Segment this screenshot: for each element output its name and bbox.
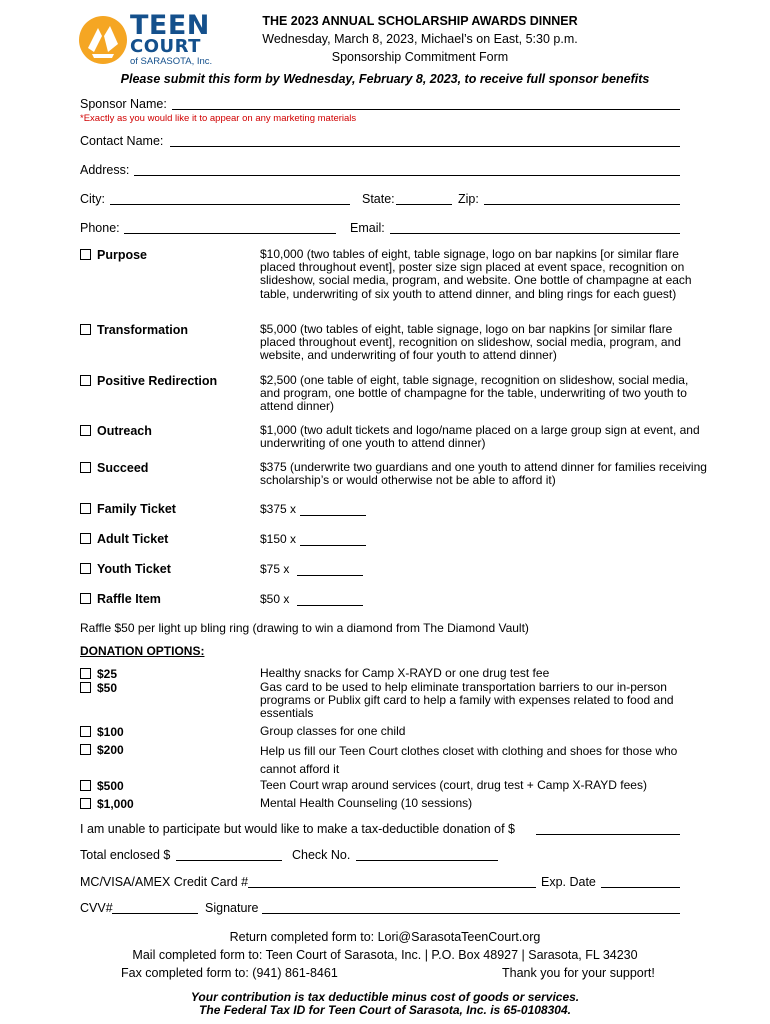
level-positive-redirection[interactable] <box>80 374 217 388</box>
donation-amount: $50 <box>97 681 118 695</box>
donation-amount: $500 <box>97 779 124 793</box>
checkbox-icon[interactable] <box>80 780 91 791</box>
level-transformation[interactable] <box>80 323 188 337</box>
check-no-label: Check No. <box>292 848 351 862</box>
sponsor-name-field[interactable] <box>172 97 680 110</box>
sponsor-name-label: Sponsor Name: <box>80 97 167 111</box>
ticket-name: Adult Ticket <box>97 532 169 546</box>
checkbox-icon[interactable] <box>80 563 91 574</box>
checkbox-icon[interactable] <box>80 744 91 755</box>
level-succeed[interactable] <box>80 461 148 475</box>
level-positive-redirection-desc: $2,500 (one table of eight, table signage, recognition on slideshow, social media, and program, one bottle of champagne for the table, underwriting of two youth to attend dinner) <box>260 373 689 414</box>
raffle-note: Raffle $50 per light up bling ring (drawing to win a diamond from The Diamond Vault) <box>80 621 529 635</box>
level-purpose-desc: $10,000 (two tables of eight, table signage, logo on bar napkins [or similar flare placed throughout event], poster size sign placed at event space, recognition on slideshow, social media, program, and website. One bottle of champagne at each table, underwriting of six youth to attend dinner, and bling rings for each guest) <box>260 247 692 301</box>
donation-50[interactable] <box>80 681 117 695</box>
level-purpose[interactable] <box>80 248 147 262</box>
zip-label: Zip: <box>458 192 479 206</box>
donation-50-desc: Gas card to be used to help eliminate transportation barriers to our in-person programs or Publix gift card to help a family with expenses related to food and essentials <box>260 680 674 721</box>
level-name: Purpose <box>97 248 148 262</box>
donation-100-desc: Group classes for one child <box>260 724 406 738</box>
checkbox-icon[interactable] <box>80 462 91 473</box>
contact-name-field[interactable] <box>170 134 680 147</box>
logo-text-teen: TEEN <box>130 10 210 41</box>
total-enclosed-label: Total enclosed $ <box>80 848 171 862</box>
cvv-field[interactable] <box>112 901 198 914</box>
address-label: Address: <box>80 163 130 177</box>
state-field[interactable] <box>396 192 452 205</box>
level-name: Succeed <box>97 461 149 475</box>
ticket-price: $75 x <box>260 562 290 576</box>
donation-1000-desc: Mental Health Counseling (10 sessions) <box>260 796 473 810</box>
phone-field[interactable] <box>124 221 336 234</box>
checkbox-icon[interactable] <box>80 425 91 436</box>
tax-deductible-donation-label: I am unable to participate but would like to make a tax-deductible donation of $ <box>80 822 515 836</box>
donation-500-desc: Teen Court wrap around services (court, drug test + Camp X-RAYD fees) <box>260 778 647 792</box>
level-outreach-desc: $1,000 (two adult tickets and logo/name placed on a large group sign at event, and underwriting of one youth to attend dinner) <box>260 423 700 451</box>
level-succeed-desc: $375 (underwrite two guardians and one youth to attend dinner for families receiving scholarship’s or would otherwise not be able to afford it) <box>260 460 707 488</box>
city-field[interactable] <box>110 192 350 205</box>
ticket-adult[interactable] <box>80 532 168 546</box>
credit-card-label: MC/VISA/AMEX Credit Card # <box>80 875 249 889</box>
event-title: THE 2023 ANNUAL SCHOLARSHIP AWARDS DINNER <box>262 14 578 28</box>
level-transformation-desc: $5,000 (two tables of eight, table signage, logo on bar napkins [or similar flare placed throughout event], recognition on slideshow, social media, program, and website, and underwriting of four youth to attend dinner) <box>260 322 681 363</box>
ticket-youth[interactable] <box>80 562 171 576</box>
ticket-youth-price <box>260 562 363 576</box>
ticket-adult-price <box>260 532 366 546</box>
donation-amount: $25 <box>97 667 118 681</box>
checkbox-icon[interactable] <box>80 668 91 679</box>
credit-card-field[interactable] <box>248 875 536 888</box>
donation-amount-field[interactable] <box>536 822 680 835</box>
level-name: Outreach <box>97 424 152 438</box>
ticket-name: Family Ticket <box>97 502 176 516</box>
donation-25[interactable] <box>80 667 117 681</box>
logo-text-sarasota: of SARASOTA, Inc. <box>130 56 213 67</box>
form-name: Sponsorship Commitment Form <box>331 50 509 64</box>
return-form-email: Return completed form to: Lori@SarasotaTeenCourt.org <box>229 930 541 944</box>
donation-amount: $200 <box>97 743 124 757</box>
ticket-qty-field[interactable] <box>300 504 366 516</box>
ticket-name: Raffle Item <box>97 592 161 606</box>
donation-1000[interactable] <box>80 797 134 811</box>
ticket-qty-field[interactable] <box>297 564 363 576</box>
state-label: State: <box>362 192 395 206</box>
signature-label: Signature <box>205 901 259 915</box>
federal-tax-id-note: The Federal Tax ID for Teen Court of Sarasota, Inc. is 65-0108304. <box>199 1003 571 1017</box>
total-enclosed-field[interactable] <box>176 848 282 861</box>
ticket-family-price <box>260 502 366 516</box>
email-field[interactable] <box>390 221 680 234</box>
checkbox-icon[interactable] <box>80 593 91 604</box>
logo-text-court: COURT <box>130 36 201 57</box>
donation-options-header: DONATION OPTIONS: <box>80 644 205 658</box>
cvv-label: CVV# <box>80 901 113 915</box>
checkbox-icon[interactable] <box>80 533 91 544</box>
ticket-qty-field[interactable] <box>297 594 363 606</box>
sponsor-name-note: *Exactly as you would like it to appear on any marketing materials <box>80 113 357 124</box>
level-name: Transformation <box>97 323 188 337</box>
signature-field[interactable] <box>262 901 680 914</box>
checkbox-icon[interactable] <box>80 375 91 386</box>
donation-amount: $100 <box>97 725 124 739</box>
address-field[interactable] <box>134 163 680 176</box>
phone-label: Phone: <box>80 221 120 235</box>
checkbox-icon[interactable] <box>80 726 91 737</box>
ticket-raffle-price <box>260 592 363 606</box>
check-no-field[interactable] <box>356 848 498 861</box>
exp-date-field[interactable] <box>601 875 680 888</box>
city-label: City: <box>80 192 105 206</box>
checkbox-icon[interactable] <box>80 503 91 514</box>
ticket-price: $150 x <box>260 532 297 546</box>
donation-200[interactable] <box>80 743 124 757</box>
teen-court-logo <box>78 12 218 68</box>
contact-name-label: Contact Name: <box>80 134 164 148</box>
level-outreach[interactable] <box>80 424 152 438</box>
ticket-qty-field[interactable] <box>300 534 366 546</box>
ticket-raffle[interactable] <box>80 592 161 606</box>
donation-100[interactable] <box>80 725 124 739</box>
thank-you-note: Thank you for your support! <box>502 966 655 980</box>
zip-field[interactable] <box>484 192 680 205</box>
checkbox-icon[interactable] <box>80 249 91 260</box>
donation-25-desc: Healthy snacks for Camp X-RAYD or one drug test fee <box>260 666 550 680</box>
level-name: Positive Redirection <box>97 374 218 388</box>
donation-500[interactable] <box>80 779 124 793</box>
event-date-location: Wednesday, March 8, 2023, Michael’s on East, 5:30 p.m. <box>262 32 578 46</box>
exp-date-label: Exp. Date <box>541 875 596 889</box>
fax-form-number: Fax completed form to: (941) 861-8461 <box>121 966 338 980</box>
donation-amount: $1,000 <box>97 797 134 811</box>
checkbox-icon[interactable] <box>80 798 91 809</box>
email-label: Email: <box>350 221 385 235</box>
mail-form-address: Mail completed form to: Teen Court of Sarasota, Inc. | P.O. Box 48927 | Sarasota, FL 34230 <box>132 948 638 962</box>
ticket-price: $50 x <box>260 592 290 606</box>
submit-deadline: Please submit this form by Wednesday, February 8, 2023, to receive full sponsor benefits <box>120 72 650 86</box>
ticket-name: Youth Ticket <box>97 562 171 576</box>
checkbox-icon[interactable] <box>80 682 91 693</box>
tax-deductible-note: Your contribution is tax deductible minus cost of goods or services. <box>190 990 580 1004</box>
logo-mark-icon <box>78 14 128 66</box>
donation-200-desc: Help us fill our Teen Court clothes closet with clothing and shoes for those who cannot afford it <box>260 744 678 776</box>
ticket-price: $375 x <box>260 502 297 516</box>
checkbox-icon[interactable] <box>80 324 91 335</box>
ticket-family[interactable] <box>80 502 176 516</box>
